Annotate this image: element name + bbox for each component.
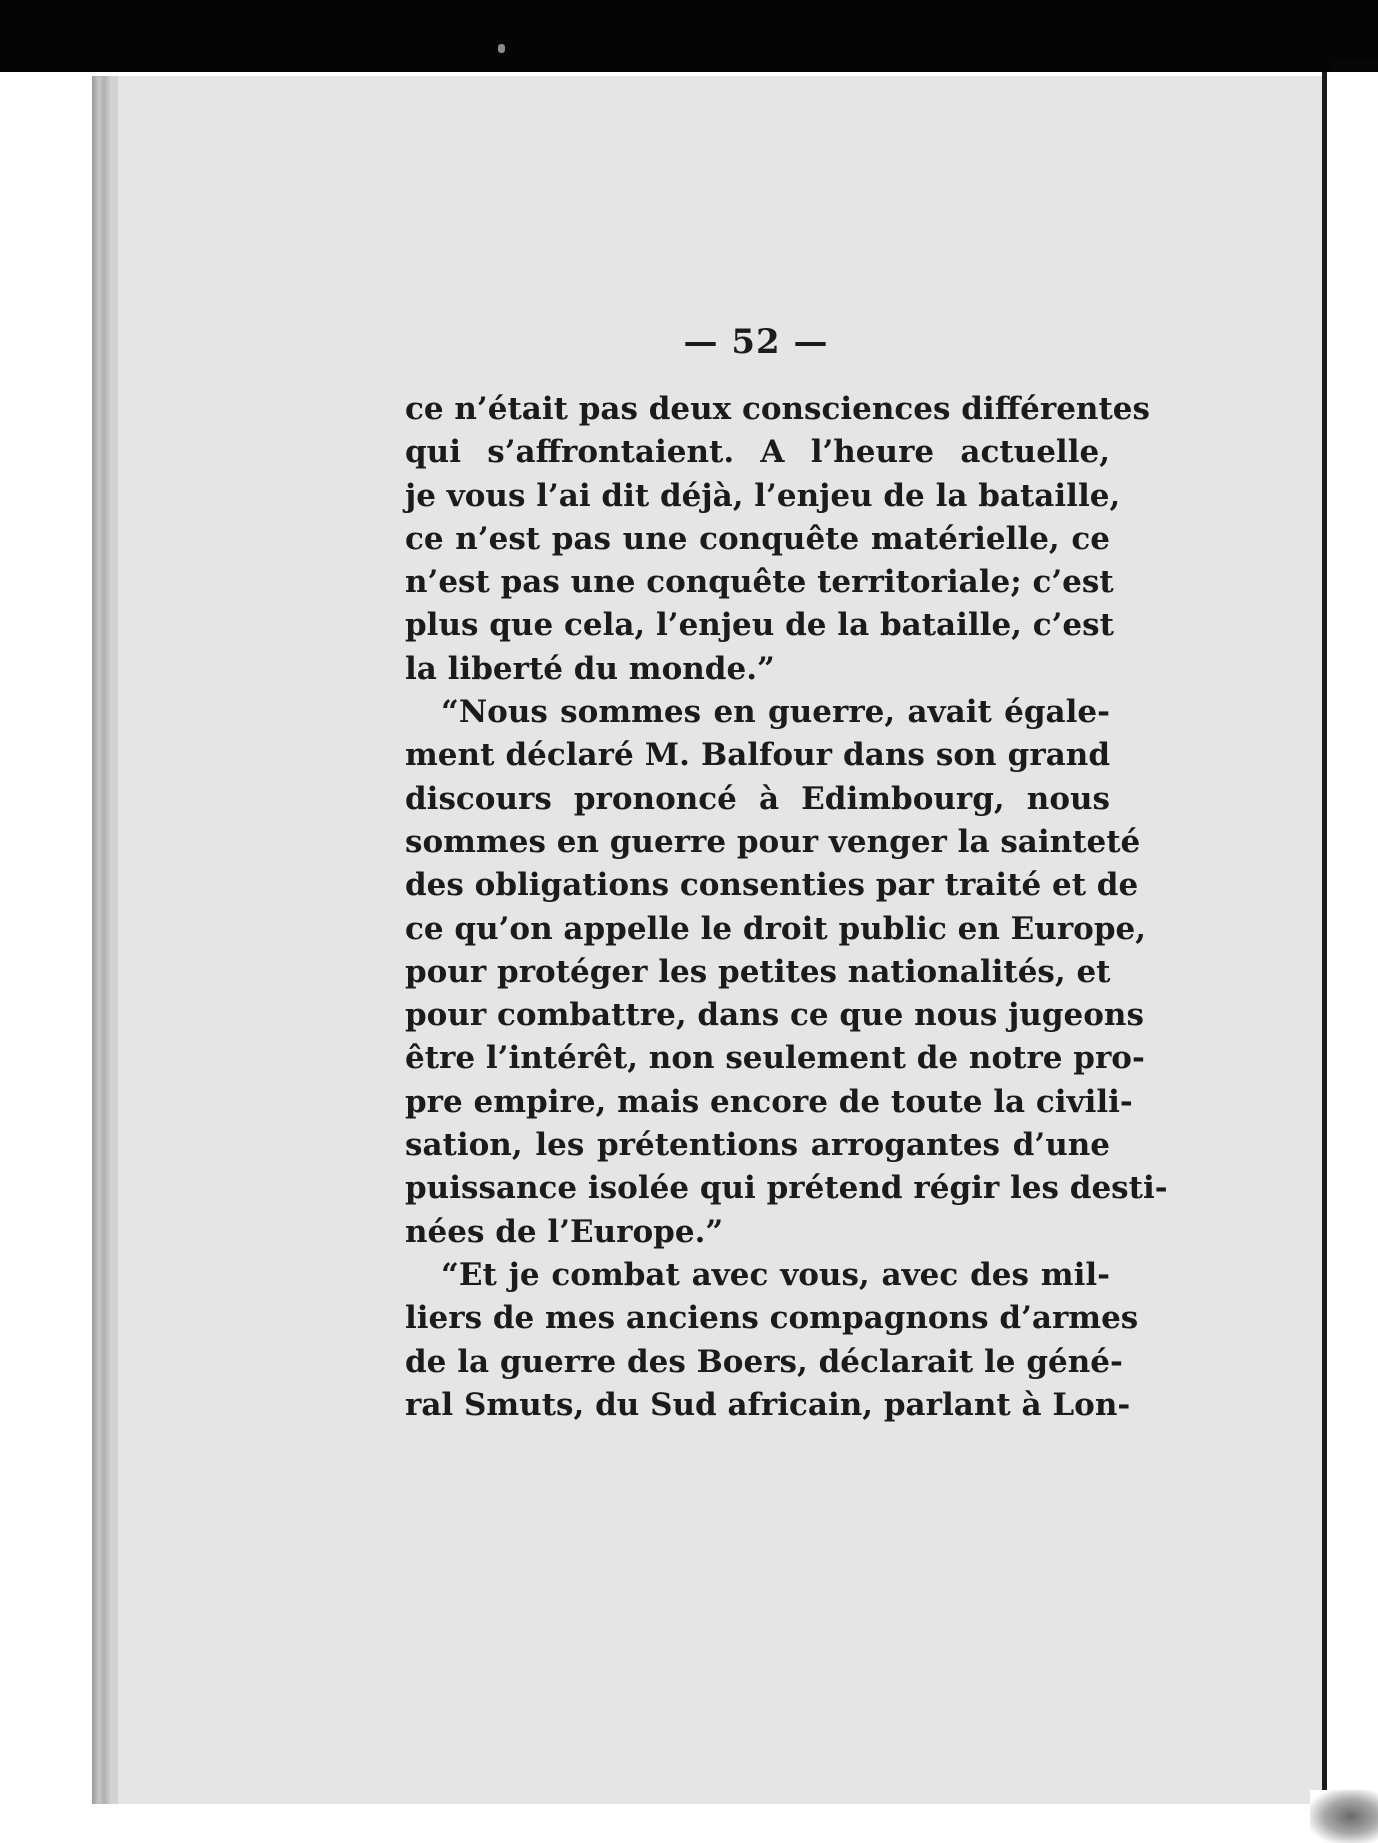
text-line: sation, les prétentions arrogantes d’une xyxy=(405,1127,1110,1164)
corner-smudge xyxy=(1310,1790,1378,1843)
text-line: des obligations consenties par traité et de xyxy=(405,867,1139,904)
text-line: ce n’est pas une conquête matérielle, ce xyxy=(405,520,1110,557)
text-line: de la guerre des Boers, déclarait le géné- xyxy=(405,1343,1123,1380)
text-line: discours prononcé à Edimbourg, nous xyxy=(405,780,1110,817)
text-line: je vous l’ai dit déjà, l’enjeu de la bataille, xyxy=(405,477,1121,514)
text-line: nées de l’Europe.” xyxy=(405,1213,724,1250)
text-line: puissance isolée qui prétend régir les desti- xyxy=(405,1170,1168,1207)
text-line: ce qu’on appelle le droit public en Europe, xyxy=(405,910,1147,947)
text-line: la liberté du monde.” xyxy=(405,650,775,687)
dust-speck xyxy=(498,44,505,53)
text-line: liers de mes anciens compagnons d’armes xyxy=(405,1300,1139,1337)
text-line: “Et je combat avec vous, avec des mil- xyxy=(441,1256,1110,1293)
text-line: qui s’affrontaient. A l’heure actuelle, xyxy=(405,434,1110,471)
text-line: ce n’était pas deux consciences différentes xyxy=(405,391,1150,427)
text-line: ral Smuts, du Sud africain, parlant à Lon- xyxy=(405,1386,1131,1423)
text-line: pre empire, mais encore de toute la civili- xyxy=(405,1083,1133,1120)
page-number: — 52 — xyxy=(683,322,829,362)
text-line: pour combattre, dans ce que nous jugeons xyxy=(405,997,1144,1034)
text-line: plus que cela, l’enjeu de la bataille, c’est xyxy=(405,607,1114,644)
body-text xyxy=(405,388,1168,1427)
text-line: sommes en guerre pour venger la sainteté xyxy=(405,823,1141,860)
text-line: être l’intérêt, non seulement de notre pro- xyxy=(405,1040,1145,1077)
scan-top-border xyxy=(0,0,1378,72)
text-line: n’est pas une conquête territoriale; c’est xyxy=(405,564,1114,601)
text-line: “Nous sommes en guerre, avait égale- xyxy=(441,694,1110,731)
text-line: ment déclaré M. Balfour dans son grand xyxy=(405,737,1110,774)
scan-bottom-margin xyxy=(92,1804,1324,1843)
text-line: pour protéger les petites nationalités, et xyxy=(405,953,1111,990)
